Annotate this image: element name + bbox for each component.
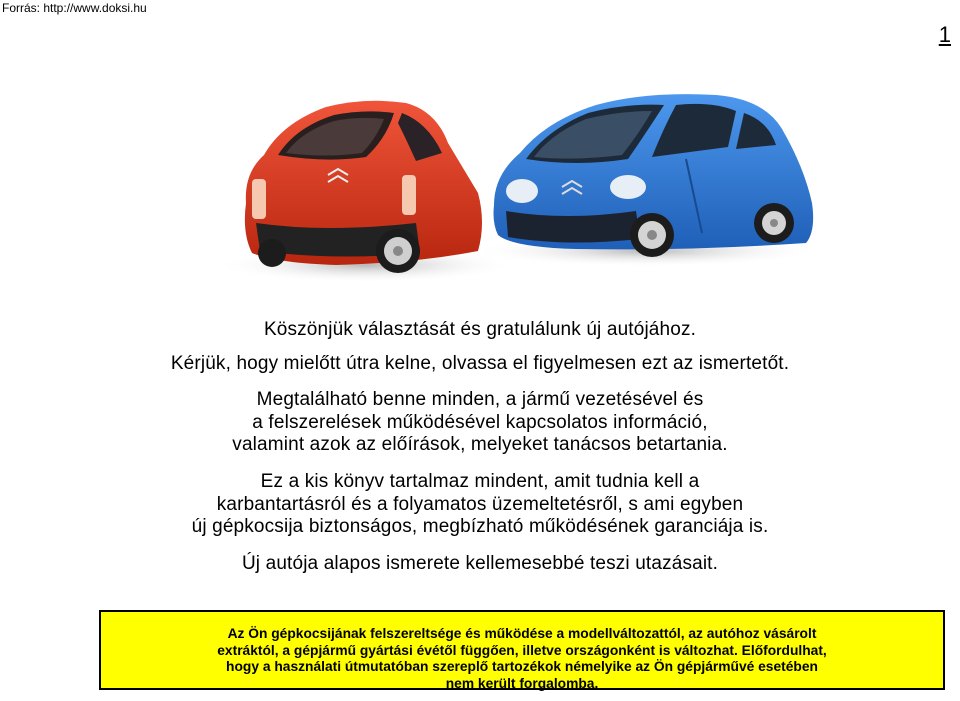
notice-line: hogy a használati útmutatóban szereplő tartozékok némelyike az Ön gépjárművé esetében <box>226 659 818 675</box>
notice-line: nem került forgalomba. <box>445 675 599 691</box>
notice-line: extráktól, a gépjármű gyártási évétől függően, illetve országonként is változhat. Előfordulhat, <box>217 642 827 658</box>
closing-line: Új autója alapos ismerete kellemesebbé teszi utazásait. <box>241 553 719 574</box>
maintenance-line: Ez a kis könyv tartalmaz mindent, amit tudnia kell a <box>260 471 700 492</box>
contents-line: a felszerelések működésével kapcsolatos információ, <box>252 411 708 433</box>
maintenance-line: karbantartásról és a folyamatos üzemeltetésről, s ami egyben <box>216 493 744 515</box>
notice-line: Az Ön gépkocsijának felszereltsége és működése a modellváltozattól, az autóhoz vásárolt <box>227 626 817 641</box>
contents-line: valamint azok az előírások, melyeket tanácsos betartania. <box>232 434 728 455</box>
page-number: 1 <box>938 22 951 47</box>
intro-closing <box>0 553 960 576</box>
intro-thanks <box>0 319 960 342</box>
maintenance-line: új gépkocsija biztonságos, megbízható működésének garanciája is. <box>191 516 769 537</box>
blue-car <box>494 94 814 257</box>
source-credit: Forrás: http://www.doksi.hu <box>2 1 147 15</box>
request-line: Kérjük, hogy mielőtt útra kelne, olvassa el figyelmesen ezt az ismertetőt. <box>170 353 790 374</box>
thanks-line: Köszönjük választását és gratulálunk új autójához. <box>263 319 697 340</box>
red-car <box>245 101 482 273</box>
intro-contents <box>0 389 960 457</box>
contents-line: Megtalálható benne minden, a jármű vezetésével és <box>256 389 704 410</box>
intro-request <box>0 353 960 376</box>
cars-photo <box>216 83 828 288</box>
notice-box <box>99 610 945 690</box>
intro-maintenance <box>0 471 960 539</box>
